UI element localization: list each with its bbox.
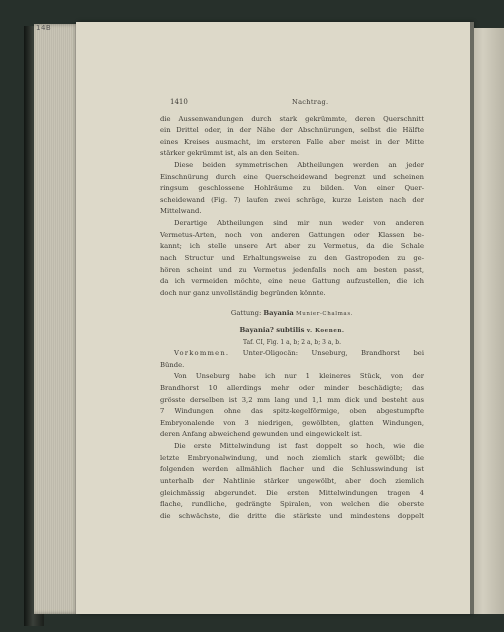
spine-stamp: 14B bbox=[36, 24, 52, 32]
occurrence-continuation: Bünde. bbox=[160, 360, 185, 369]
plate-reference: Taf. CI, Fig. 1 a, b; 2 a, b; 3 a, b. bbox=[242, 338, 342, 346]
genus-author: Munier-Chalmas. bbox=[296, 311, 354, 318]
occurrence-label: Vorkommen. bbox=[174, 349, 230, 358]
genus-heading bbox=[160, 308, 424, 320]
genus-prefix: Gattung: bbox=[230, 309, 264, 318]
page-text bbox=[160, 97, 424, 522]
text-line: eines Kreises ausmacht, im ersteren Falle aber meist in der Mitte bbox=[160, 137, 424, 146]
text-line: Derartige Abtheilungen sind mir nun weder von anderen bbox=[174, 219, 424, 228]
text-line: die Aussenwandungen durch stark gekrümmte, deren Querschnitt bbox=[160, 114, 424, 123]
paragraph bbox=[160, 160, 424, 218]
page-edges bbox=[34, 24, 78, 614]
paragraph bbox=[160, 114, 424, 160]
text-line: da ich vermeiden möchte, eine neue Gattung aufzustellen, die ich bbox=[160, 277, 424, 286]
paragraph bbox=[160, 441, 424, 522]
text-line: flache, rundliche, gedrängte Spiralen, von welchen die oberste bbox=[160, 500, 424, 509]
genus-name: Bayania bbox=[263, 309, 294, 318]
species-heading bbox=[160, 325, 424, 337]
species-name: Bayania? subtilis bbox=[239, 325, 305, 334]
text-line: gleichmässig abgerundet. Die ersten Mittelwindungen tragen 4 bbox=[160, 488, 424, 497]
text-line: ein Drittel oder, in der Nähe der Abschnürungen, selbst die Hälfte bbox=[160, 126, 424, 135]
page-number: 1410 bbox=[170, 98, 188, 106]
text-line: 7 Windungen ohne das spitz-kegelförmige, oben abgestumpfte bbox=[160, 407, 424, 416]
text-line: hören scheint und zu Vermetus jedenfalls noch am besten passt, bbox=[160, 265, 424, 274]
text-line: Von Unseburg habe ich nur 1 kleineres Stück, von der bbox=[174, 372, 424, 381]
text-line: Brandhorst 10 allerdings mehr oder minder beschädigte; das bbox=[160, 384, 424, 393]
text-line: Diese beiden symmetrischen Abtheilungen werden an jeder bbox=[174, 161, 424, 170]
facing-page bbox=[474, 28, 504, 614]
text-line: grösste derselben ist 3,2 mm lang und 1,1 mm dick und besteht aus bbox=[160, 395, 424, 404]
text-line: nach Structur und Erhaltungsweise zu den Gastropoden zu ge- bbox=[160, 253, 424, 262]
text-line: Vermetus-Arten, noch von anderen Gattungen oder Klassen be- bbox=[160, 230, 424, 239]
text-line: Mittelwand. bbox=[160, 207, 202, 216]
text-line: Die erste Mittelwindung ist fast doppelt so hoch, wie die bbox=[174, 442, 424, 451]
text-line: die schwächste, die dritte die stärkste und mindestens doppelt bbox=[160, 511, 424, 520]
text-line: deren Anfang abweichend gewunden und eingewickelt ist. bbox=[160, 430, 363, 439]
text-line: letzte Embryonalwindung, und noch ziemlich stark gewölbt; die bbox=[160, 453, 424, 462]
text-line: Embryonalende von 3 niedrigen, gewölbten, glatten Windungen, bbox=[160, 418, 424, 427]
text-line: stärker gekrümmt ist, als an den Seiten. bbox=[160, 149, 300, 158]
text-line: folgenden werden allmählich flacher und die Schlusswindung ist bbox=[160, 465, 424, 474]
paragraph bbox=[160, 218, 424, 299]
text-line: ringsum geschlossene Hohlräume zu bilden. Von einer Quer- bbox=[160, 184, 424, 193]
text-line: unterhalb der Nahtlinie stärker ungewölbt, aber doch ziemlich bbox=[160, 476, 424, 485]
text-line: kannt; ich stelle unsere Art aber zu Vermetus, da die Schale bbox=[160, 242, 424, 251]
paragraph bbox=[160, 371, 424, 441]
page-header bbox=[160, 97, 424, 109]
text-line: Einschnürung durch eine Querscheidewand begrenzt und scheinen bbox=[160, 172, 424, 181]
species-author: v. Koenen. bbox=[306, 327, 345, 334]
occurrence-text: Unter-Oligocän: Unseburg, Brandhorst bei bbox=[229, 349, 424, 358]
occurrence-line bbox=[160, 348, 424, 360]
text-line: scheidewand (Fig. 7) laufen zwei schräge, kurze Leisten nach der bbox=[160, 195, 424, 204]
text-line: doch nur ganz unvollständig begründen könnte. bbox=[160, 288, 326, 297]
running-head: Nachtrag. bbox=[292, 98, 329, 106]
